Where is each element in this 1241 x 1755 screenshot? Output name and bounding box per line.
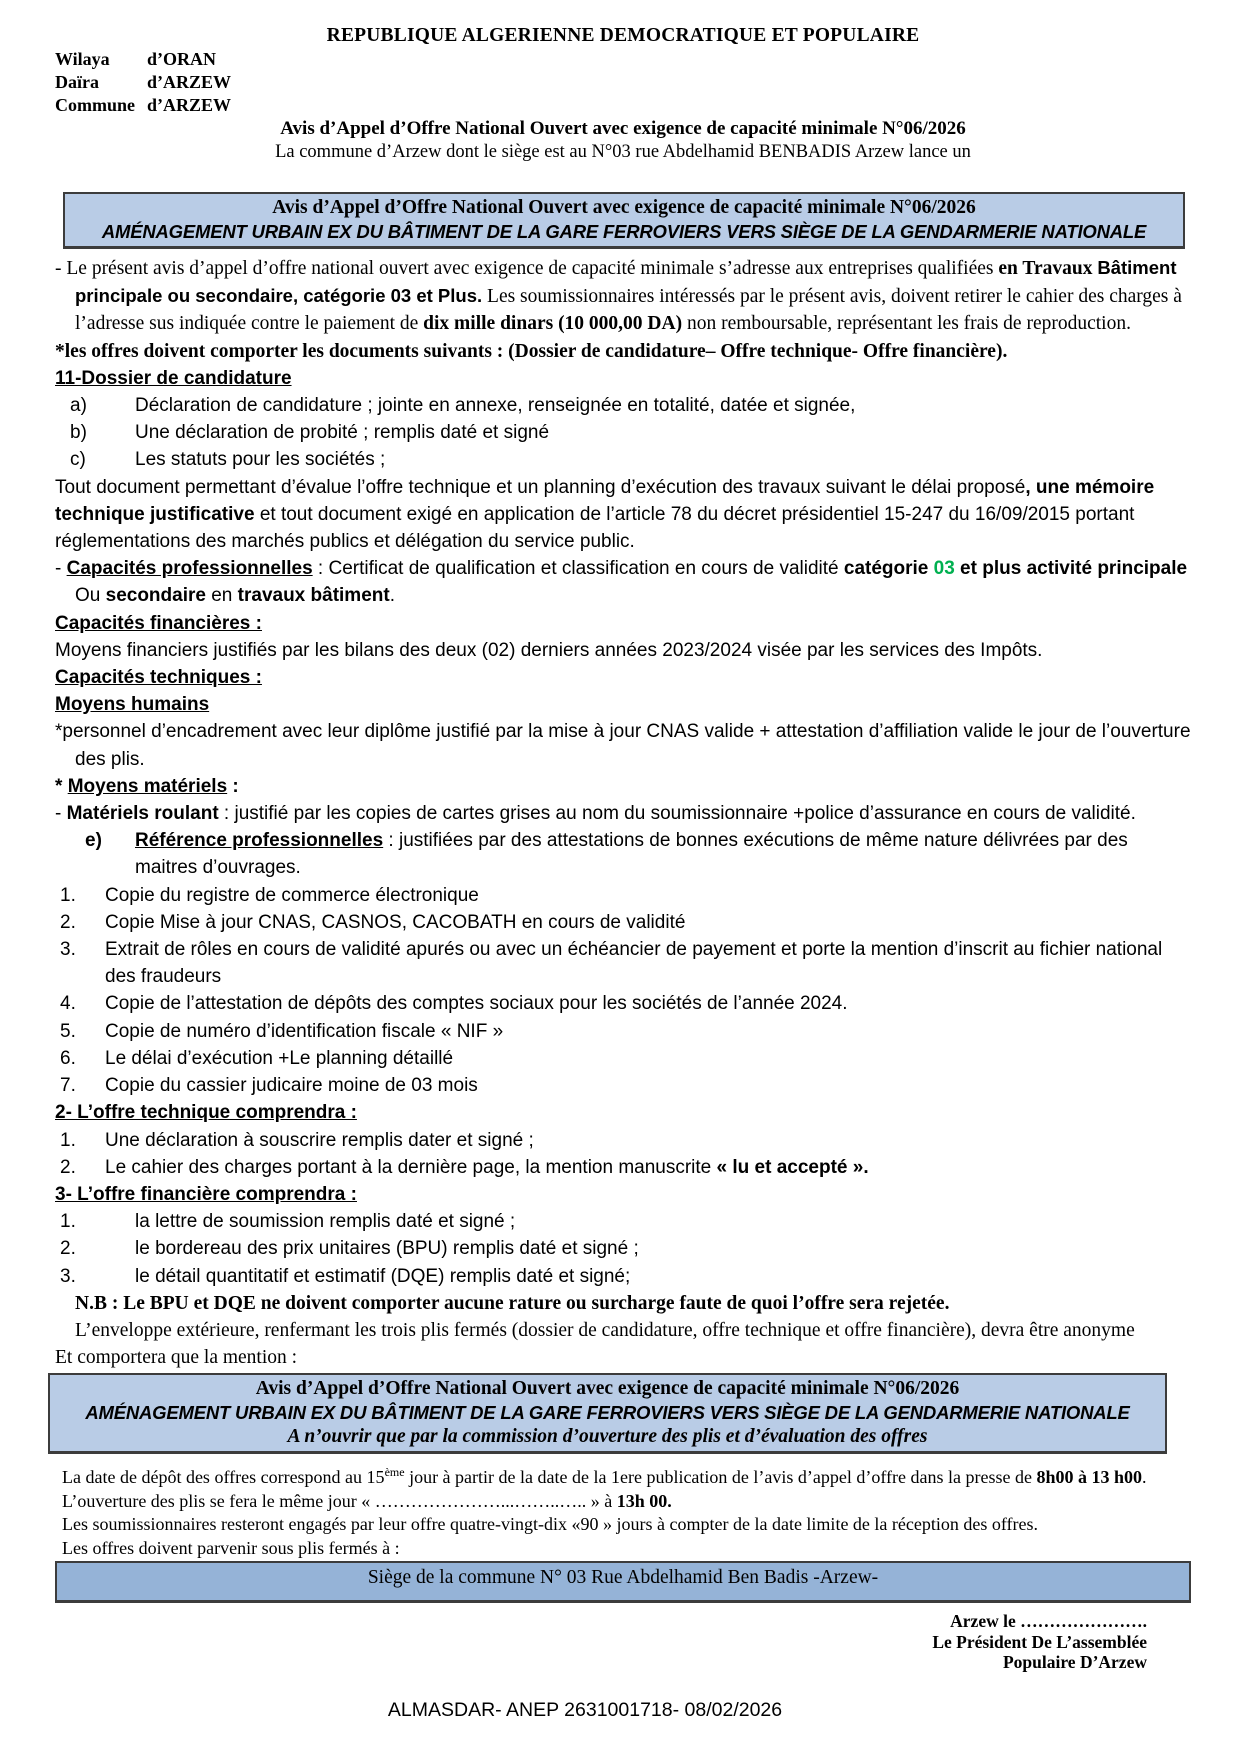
bold-text: Matériels roulant [66,803,219,825]
candidature-item-6 [55,1045,1191,1072]
text: Ou [75,585,106,607]
heading-capacites-financieres: Capacités financières : [55,612,262,634]
text: . [1142,1467,1147,1488]
financiere-item-2 [55,1235,1191,1262]
list-number: 5. [60,1020,76,1042]
bold-text: et plus activité principale [954,558,1188,580]
paragraph-engagement: Les soumissionnaires resteront engagés par leur offre quatre-vingt-dix «90 » jours à compter de la date limite de la réception des offres. [62,1514,1039,1535]
heading-offre-financiere: 3- L’offre financière comprendra : [55,1183,357,1205]
list-number: 3. [60,1265,76,1287]
list-text: Copie Mise à jour CNAS, CASNOS, CACOBATH en cours de validité [105,911,686,933]
admin-value: d’ARZEW [147,72,232,92]
notice-title: Avis d’Appel d’Offre National Ouvert avec exigence de capacité minimale N°06/2026 [280,118,966,139]
notice-intro: La commune d’Arzew dont le siège est au N°03 rue Abdelhamid BENBADIS Arzew lance un [275,142,971,162]
list-text [135,827,1191,881]
text: : justifiées par des attestations de bonnes exécutions de même nature délivrées par des maitres d’ouvrages. [135,830,1128,879]
list-text: Copie du registre de commerce électronique [105,884,479,906]
candidature-item-1 [55,882,1191,909]
list-text: la lettre de soumission remplis daté et signé ; [135,1211,516,1233]
candidature-item-3 [55,936,1191,990]
list-number: 2. [60,1238,76,1260]
paragraph-presentation [55,254,1191,338]
paragraph-moyens-financiers: Moyens financiers justifiés par les bilans des deux (02) derniers années 2023/2024 visée par les services des Impôts. [55,639,1043,661]
heading-capacites-techniques: Capacités techniques : [55,667,262,689]
admin-value: d’ORAN [147,49,217,69]
republic-heading: REPUBLIQUE ALGERIENNE DEMOCRATIQUE ET POPULAIRE [326,25,920,46]
list-marker: b) [70,422,87,444]
banner-siege-commune [55,1561,1191,1603]
category-number: 03 [933,558,955,580]
paragraph-date-depot [62,1462,1191,1489]
list-number: 1. [60,884,76,906]
paragraph-materiels-roulant [55,800,1191,827]
text: : Certificat de qualification et classification en cours de validité [312,558,844,580]
heading-moyens-materiels [55,773,1191,800]
dash: - [55,803,67,825]
admin-row-commune [55,94,1191,117]
bold-text: , une mémoire technique justificative [55,476,1155,525]
bold-text: 8h00 à 13 h00 [1036,1467,1143,1488]
document-body [55,254,1191,1371]
technique-item-1 [55,1127,1191,1154]
list-item-c [55,446,1191,473]
bold-text: travaux bâtiment [237,585,390,607]
candidature-item-2 [55,909,1191,936]
banner-open-only-line: A n’ouvrir que par la commission d’ouverture des plis et d’évaluation des offres [287,1426,928,1448]
paragraph-required-documents: *les offres doivent comporter les documents suivants : (Dossier de candidature– Offre technique- Offre financière). [55,340,1008,362]
text: L’ouverture des plis se fera le même jour « …………………...……..….. » à [62,1490,617,1511]
bold-text: Bâtiment principale ou secondaire, catégorie 03 et Plus. [75,257,1177,307]
bold-text: secondaire [105,585,206,607]
list-item-e [55,827,1191,881]
deadline-block [55,1462,1191,1559]
list-text: le détail quantitatif et estimatif (DQE) remplis daté et signé; [135,1265,631,1287]
star: * [55,775,68,797]
candidature-item-5 [55,1018,1191,1045]
bold-text: dix mille dinars (10 000,00 DA) [423,313,683,335]
text: non remboursable, représentant les frais de reproduction. [682,313,1131,335]
list-text: Copie de l’attestation de dépôts des comptes sociaux pour les sociétés de l’année 2024. [105,993,848,1015]
list-marker: a) [70,395,87,417]
text: jour à partir de la date de la 1ere publication de l’avis d’appel d’offre dans la presse de [404,1467,1037,1488]
candidature-item-7 [55,1072,1191,1099]
paragraph-capacites-professionnelles [55,555,1191,609]
list-text: le bordereau des prix unitaires (BPU) remplis daté et signé ; [135,1238,639,1260]
text: : justifié par les copies de cartes grises au nom du soumissionnaire +police d’assurance en cours de validité. [218,803,1136,825]
bold-text: « lu et accepté ». [716,1156,869,1178]
admin-label: Commune [55,95,135,115]
heading-inline: Moyens matériels [67,775,228,797]
list-text [105,1154,1191,1181]
list-text: Extrait de rôles en cours de validité apurés ou avec un échéancier de payement et porte la mention d’inscrit au fichier national des fraudeurs [105,939,1163,988]
signature-block [55,1611,1147,1673]
text: La date de dépôt des offres correspond au 15 [62,1467,385,1488]
text: Les soumissionnaires intéressés par le présent avis, doivent retirer le cahier des charges à l’adresse sus indiquée contre le paiement de [75,286,1182,335]
banner-title-line: Avis d’Appel d’Offre National Ouvert avec exigence de capacité minimale N°06/2026 [272,197,976,218]
admin-block [55,48,1191,117]
text: . [389,585,395,607]
text: Le cahier des charges portant à la dernière page, la mention manuscrite [105,1156,717,1178]
list-number: 6. [60,1047,76,1069]
list-marker: c) [70,449,86,471]
banner-envelope-mention [48,1373,1167,1454]
dash: - [55,558,67,580]
signature-president-line: Le Président De L’assemblée [932,1631,1147,1652]
bold-text: catégorie [843,558,934,580]
list-text: Les statuts pour les sociétés ; [135,449,386,471]
paragraph-nota-bene: N.B : Le BPU et DQE ne doivent comporter aucune rature ou surcharge faute de quoi l’offre sera rejetée. [75,1292,950,1314]
list-marker: e) [85,830,102,852]
heading-inline: Référence professionnelles [135,830,384,852]
technique-item-2 [55,1154,1191,1181]
list-number: 7. [60,1075,76,1097]
paragraph-mention: Et comportera que la mention : [55,1347,298,1369]
list-number: 1. [60,1129,76,1151]
text: Tout document permettant d’évalue l’offre technique et un planning d’exécution des travaux suivant le délai proposé [55,476,1026,498]
financiere-item-3 [55,1263,1191,1290]
admin-label: Daïra [55,72,99,92]
list-number: 2. [60,1156,76,1178]
signature-date-line: Arzew le …………………. [950,1611,1147,1632]
heading-moyens-humains: Moyens humains [55,694,210,716]
paragraph-ouverture-plis [62,1491,1191,1513]
list-item-a [55,392,1191,419]
colon: : [227,775,239,797]
list-item-b [55,419,1191,446]
list-text: Copie du cassier judicaire moine de 03 mois [105,1075,478,1097]
text: Le présent avis d’appel d’offre national ouvert avec exigence de capacité minimale s’adresse aux entreprises qualifiées [66,258,999,279]
paragraph-tout-document [55,474,1191,556]
signature-assembly-line: Populaire D’Arzew [1002,1652,1147,1673]
list-number: 4. [60,993,76,1015]
paragraph-enveloppe: L’enveloppe extérieure, renfermant les trois plis fermés (dossier de candidature, offre technique et offre financière), devra être anonyme [75,1319,1135,1341]
text: Une déclaration à souscrire remplis dater et signé ; [105,1129,534,1151]
list-text: Copie de numéro d’identification fiscale « NIF » [105,1020,504,1042]
text: et tout document exigé en application de l’article 78 du décret présidentiel 15-247 du 16/09/2015 portant réglementations des marchés publics et délégation du service public. [55,503,1135,553]
list-number: 1. [60,1211,76,1233]
heading-offre-technique: 2- L’offre technique comprendra : [55,1102,357,1124]
banner-title-line: Avis d’Appel d’Offre National Ouvert avec exigence de capacité minimale N°06/2026 [255,1378,960,1400]
bold-text: 13h 00. [616,1490,672,1511]
heading-inline: Capacités professionnelles [66,558,313,580]
dash: - [55,258,67,279]
list-text [105,1127,1191,1154]
paragraph-parvenir: Les offres doivent parvenir sous plis fermés à : [62,1537,400,1558]
bold-text: en Travaux [998,258,1098,279]
banner-notice-top [63,192,1185,249]
list-text: Le délai d’exécution +Le planning détaillé [105,1047,454,1069]
section-dossier-candidature: 11-Dossier de candidature [55,367,292,389]
banner-project-line: AMÉNAGEMENT URBAIN EX DU BÂTIMENT DE LA GARE FERROVIERS VERS SIÈGE DE LA GENDARMERIE NATIONALE [101,221,1147,242]
text: en [205,585,238,607]
admin-value: d’ARZEW [147,95,232,115]
list-text: Une déclaration de probité ; remplis daté et signé [135,422,550,444]
financiere-item-1 [55,1208,1191,1235]
siege-address: Siège de la commune N° 03 Rue Abdelhamid Ben Badis -Arzew- [367,1567,879,1589]
admin-row-daira [55,71,1191,94]
admin-label: Wilaya [55,49,110,69]
banner-project-line: AMÉNAGEMENT URBAIN EX DU BÂTIMENT DE LA GARE FERROVIERS VERS SIÈGE DE LA GENDARMERIE NATIONALE [85,1402,1130,1424]
admin-row-wilaya [55,48,1191,71]
list-number: 2. [60,911,76,933]
candidature-item-4 [55,990,1191,1017]
list-text: Déclaration de candidature ; jointe en annexe, renseignée en totalité, datée et signée, [135,395,856,417]
anep-footer: ALMASDAR- ANEP 2631001718- 08/02/2026 [387,1698,783,1721]
superscript: ème [384,1465,405,1480]
list-number: 3. [60,939,76,961]
paragraph-personnel: *personnel d’encadrement avec leur diplôme justifié par la mise à jour CNAS valide + attestation d’affiliation valide le jour de l’ouverture des plis. [55,721,1191,770]
